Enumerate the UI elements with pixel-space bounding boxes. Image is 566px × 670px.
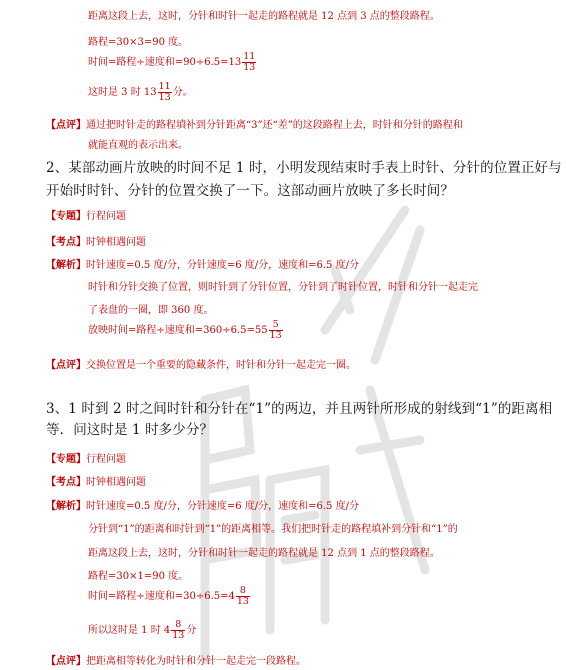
fraction: $\frac{8}{13}$ (172, 619, 185, 641)
question-text: 等．问这时是 1 时多少分？ (46, 422, 214, 438)
question-text: 3、1 时到 2 时之间时针和分针在“1”的两边，并且两针所形成的射线到“1”的距离相 (46, 401, 553, 417)
solution-line: 距离这段上去，这时，分针和时针一起走的路程就是 12 点到 3 点的整段路程。 (88, 11, 440, 22)
fraction: $\frac{11}{13}$ (158, 81, 171, 103)
comment-line: 【点评】通过把时针走的路程填补到分针距离“3”还“差”的这段路程上去，时针和分针的路程和 (46, 120, 463, 131)
analysis-line: 时针和分针交换了位置，则时针到了分针位置，分针到了时针位置，时针和分针一起走完 (88, 282, 478, 293)
comment-line: 【点评】交换位置是一个重要的隐藏条件，时针和分针一起走完一圈。 (46, 360, 356, 371)
fraction: $\frac{5}{13}$ (269, 319, 282, 341)
solution-line: 路程=30×3=90 度。 (88, 37, 189, 48)
analysis-line: 距离这段上去，这时，分针和时针一起走的路程就是 12 点到 1 点的整段路程。 (88, 548, 440, 559)
question-text: 开始时时针、分针的位置交换了一下。这部动画片放映了多长时间？ (46, 183, 454, 199)
solution-line-fraction: 时间=路程÷速度和=90÷6.5=13 $\frac{11}{13}$ (88, 51, 256, 73)
topic-line: 【专题】行程问题 (46, 211, 126, 222)
analysis-line: 分针到“1”的距离和时针到“1”的距离相等。我们把时针走的路程填补到分针和“1”的 (88, 524, 458, 535)
point-line: 【考点】时钟相遇问题 (46, 237, 146, 248)
analysis-line: 【解析】时针速度=0.5 度/分，分针速度=6 度/分，速度和=6.5 度/分 (46, 260, 359, 271)
analysis-line-fraction: 时间=路程÷速度和=30÷6.5=4 $\frac{8}{13}$ (88, 585, 249, 607)
question-text: 2、某部动画片放映的时间不足 1 时，小明发现结束时手表上时针、分针的位置正好与 (46, 160, 562, 176)
analysis-line: 了表盘的一圈，即 360 度。 (88, 305, 214, 316)
comment-tag: 【点评】 (46, 120, 86, 131)
fraction: $\frac{11}{13}$ (243, 51, 256, 73)
topic-line: 【专题】行程问题 (46, 454, 126, 465)
analysis-line: 路程=30×1=90 度。 (88, 571, 189, 582)
analysis-line-fraction: 放映时间=路程÷速度和=360÷6.5=55 $\frac{5}{13}$ (88, 319, 282, 341)
solution-line-fraction: 这时是 3 时 13 $\frac{11}{13}$ 分。 (88, 81, 193, 103)
fraction: $\frac{8}{13}$ (236, 585, 249, 607)
comment-line: 【点评】把距离相等转化为时针和分针一起走完一段路程。 (46, 656, 306, 667)
point-line: 【考点】时钟相遇问题 (46, 477, 146, 488)
analysis-line: 【解析】时针速度=0.5 度/分，分针速度=6 度/分，速度和=6.5 度/分 (46, 501, 359, 512)
analysis-line-fraction: 所以这时是 1 时 4 $\frac{8}{13}$ 分 (88, 619, 197, 641)
comment-line: 就能直观的表示出来。 (88, 140, 188, 151)
